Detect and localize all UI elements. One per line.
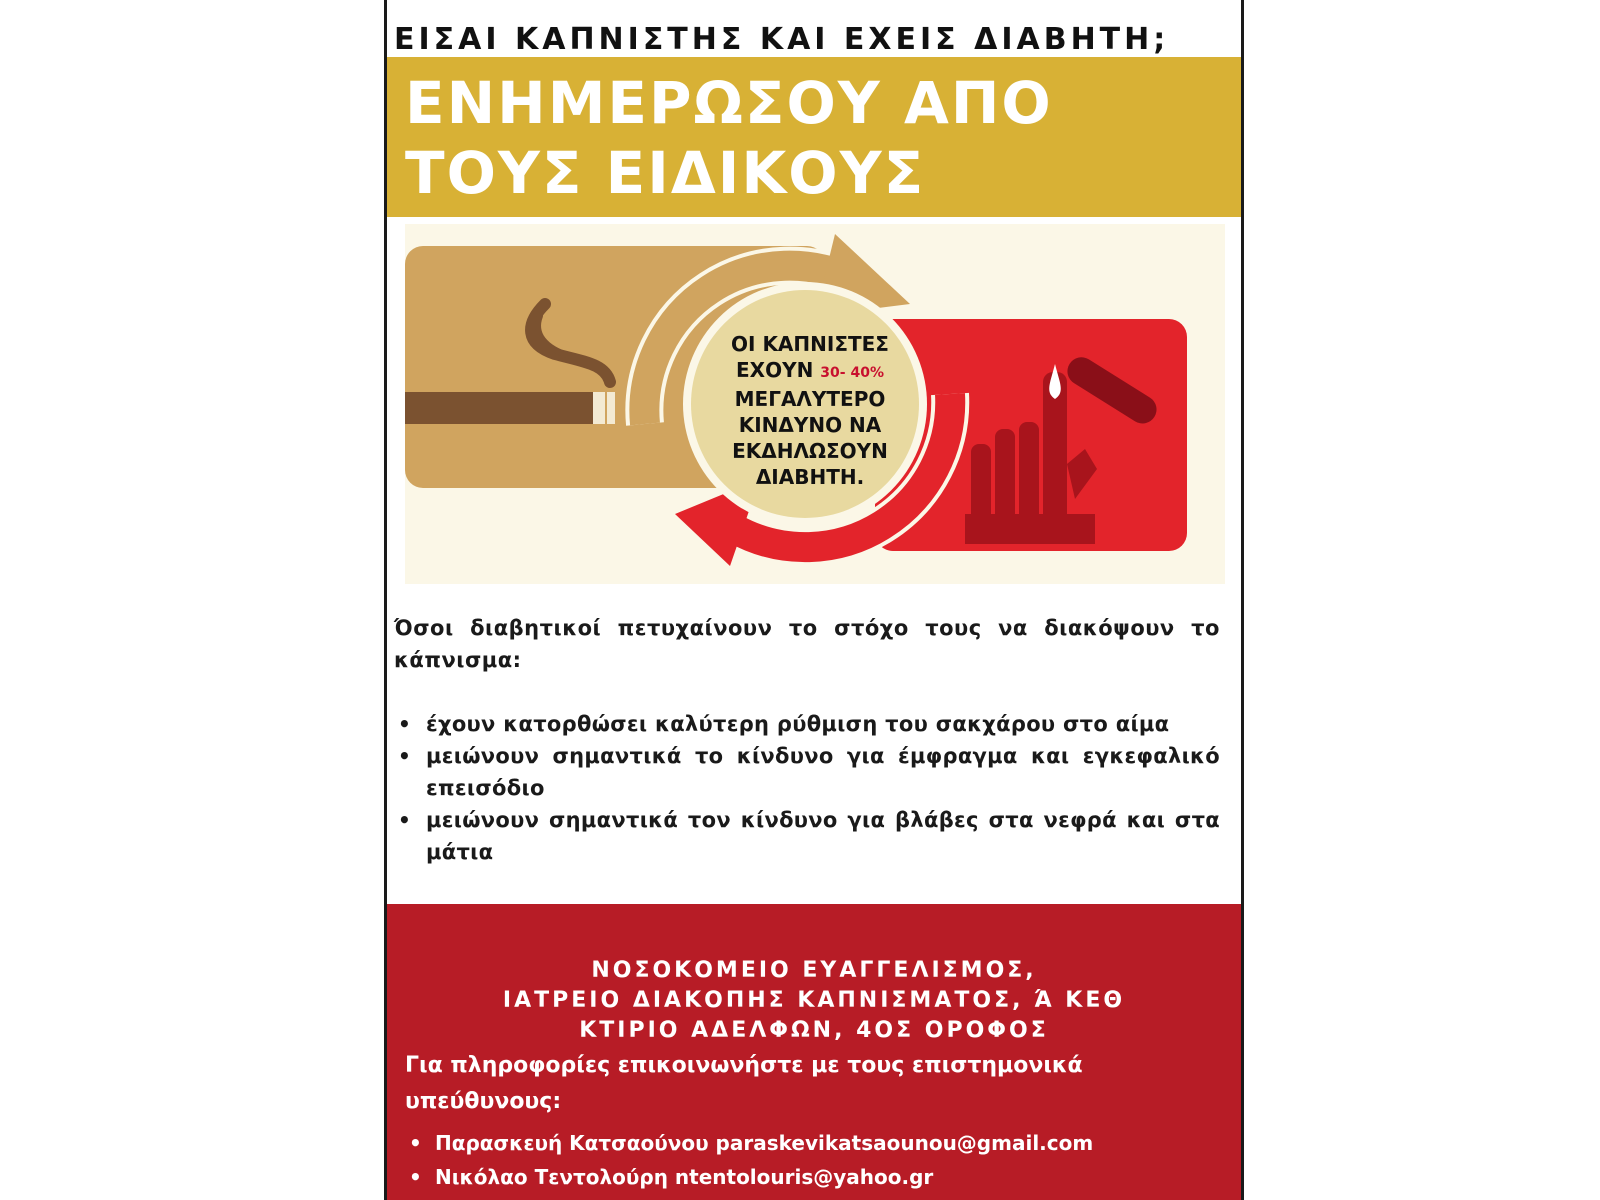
clinic-location: ΚΤΙΡΙΟ ΑΔΕΛΦΩΝ, 4ΟΣ ΟΡΟΦΟΣ	[579, 1018, 1049, 1043]
bullet-icon: •	[398, 712, 412, 736]
contact-intro: Για πληροφορίες επικοινωνήστε με τους επιστημονικά υπεύθυνους:	[405, 1053, 1083, 1114]
list-item-text: μειώνουν σημαντικά τον κίνδυνο για βλάβες στα νεφρά και στα μάτια	[426, 808, 1220, 864]
contact-item[interactable]	[405, 1160, 1225, 1194]
bullet-icon: •	[398, 744, 412, 768]
risk-line-4: ΚΙΝΔΥΝΟ ΝΑ	[738, 413, 882, 437]
contact-text[interactable]: Νικόλαο Τεντολούρη ntentolouris@yahoo.gr	[435, 1165, 934, 1189]
risk-line-5: ΕΚΔΗΛΩΣΟΥΝ	[732, 439, 888, 463]
risk-line-3: ΜΕΓΑΛΥΤΕΡΟ	[734, 387, 886, 411]
list-item-text: μειώνουν σημαντικά το κίνδυνο για έμφραγμα και εγκεφαλικό επεισόδιο	[426, 744, 1220, 800]
list-item-text: έχουν κατορθώσει καλύτερη ρύθμιση του σακχάρου στο αίμα	[426, 712, 1170, 736]
clinic-name: ΙΑΤΡΕΙΟ ΔΙΑΚΟΠΗΣ ΚΑΠΝΙΣΜΑΤΟΣ, Ά ΚΕΘ	[502, 988, 1126, 1013]
contact-footer	[387, 904, 1241, 1200]
poster-question: ΕΙΣΑΙ ΚΑΠΝΙΣΤΗΣ ΚΑΙ ΕΧΕΙΣ ΔΙΑΒΗΤΗ;	[394, 22, 1170, 57]
list-item	[394, 708, 1220, 740]
bullet-icon: •	[409, 1131, 422, 1155]
headline-banner	[387, 57, 1241, 217]
contact-list	[405, 1126, 1225, 1194]
list-item	[394, 804, 1220, 868]
risk-line-2-prefix: ΕΧΟΥΝ	[736, 358, 821, 382]
smoking-diabetes-illustration	[405, 224, 1225, 584]
benefits-list	[394, 708, 1220, 868]
risk-percent: 30- 40%	[820, 365, 884, 381]
contact-text[interactable]: Παρασκευή Κατσαούνου paraskevikatsaounou@gmail.com	[435, 1131, 1094, 1155]
list-item	[394, 740, 1220, 804]
bullet-icon: •	[398, 808, 412, 832]
headline-line-2: ΤΟΥΣ ΕΙΔΙΚΟΥΣ	[405, 139, 926, 207]
intro-paragraph: Όσοι διαβητικοί πετυχαίνουν το στόχο τους να διακόψουν το κάπνισμα:	[394, 616, 1220, 672]
hospital-name: ΝΟΣΟΚΟΜΕΙΟ ΕΥΑΓΓΕΛΙΣΜΟΣ,	[591, 958, 1037, 983]
risk-line-1: ΟΙ ΚΑΠΝΙΣΤΕΣ	[731, 332, 889, 356]
headline-line-1: ΕΝΗΜΕΡΩΣΟΥ ΑΠΟ	[405, 69, 1053, 137]
risk-line-2	[690, 357, 930, 386]
risk-statement	[690, 331, 930, 490]
contact-item[interactable]	[405, 1126, 1225, 1160]
risk-line-6: ΔΙΑΒΗΤΗ.	[755, 465, 865, 489]
bullet-icon: •	[409, 1165, 422, 1189]
